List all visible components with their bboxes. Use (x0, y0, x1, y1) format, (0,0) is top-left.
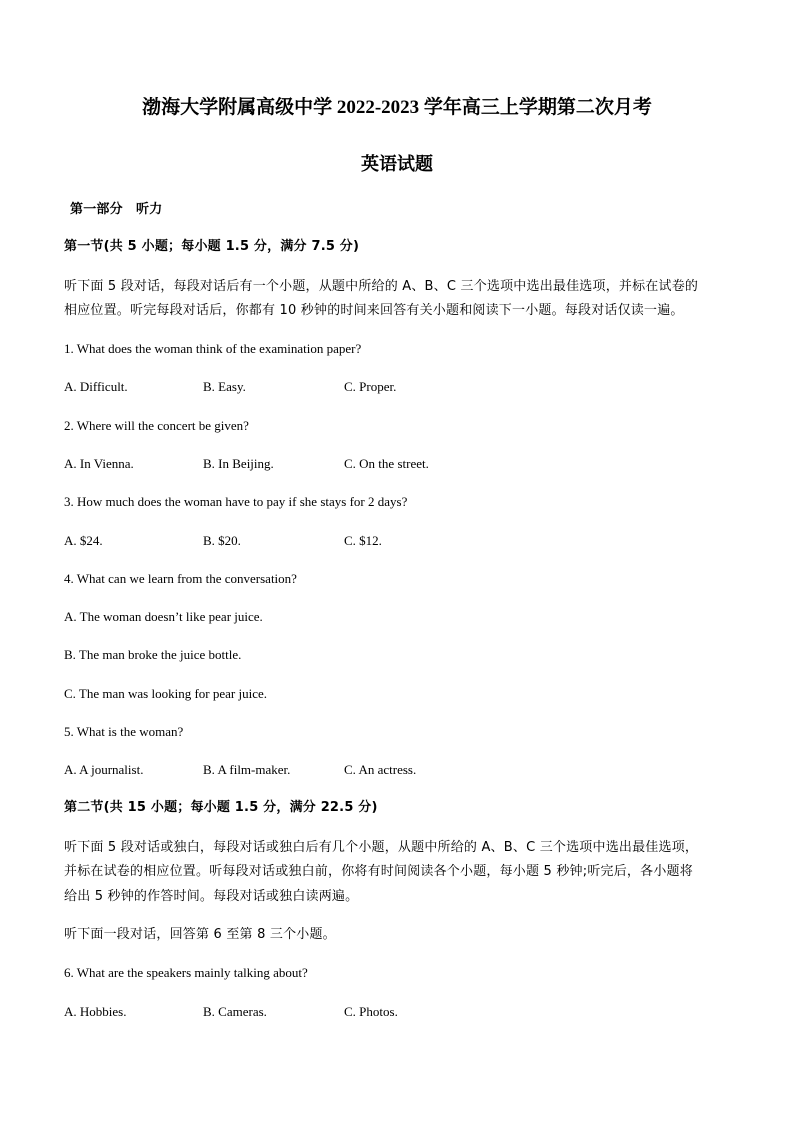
section-one-heading: 第一节(共 5 小题；每小题 1.5 分，满分 7.5 分) (64, 239, 360, 254)
section-two-instruction-line: 给出 5 秒钟的作答时间。每段对话或独白读两遍。 (64, 889, 359, 904)
passage-intro: 听下面一段对话，回答第 6 至第 8 三个小题。 (64, 927, 336, 942)
section-two-instruction-line: 并标在试卷的相应位置。听每段对话或独白前，你将有时间阅读各个小题，每小题 5 秒钟;听完后，各小题将 (64, 864, 693, 879)
question-stem: 3. How much does the woman have to pay if she stays for 2 days? (64, 494, 408, 509)
option-c: C. Proper. (344, 379, 397, 394)
exam-subtitle: 英语试题 (361, 154, 433, 174)
option-c: C. An actress. (344, 762, 417, 777)
section-two-heading: 第二节(共 15 小题；每小题 1.5 分，满分 22.5 分) (64, 800, 378, 815)
exam-title: 渤海大学附属高级中学 2022-2023 学年高三上学期第二次月考 (142, 97, 652, 118)
option-b: B. $20. (203, 533, 241, 548)
option-b: B. Cameras. (203, 1004, 267, 1019)
question-stem: 4. What can we learn from the conversation? (64, 571, 297, 586)
question-stem: 6. What are the speakers mainly talking about? (64, 965, 308, 980)
option-b: B. Easy. (203, 379, 246, 394)
question-stem: 1. What does the woman think of the examination paper? (64, 341, 362, 356)
section-one-instruction-line: 听下面 5 段对话，每段对话后有一个小题，从题中所给的 A、B、C 三个选项中选出最佳选项，并标在试卷的 (64, 279, 699, 294)
option-a: A. A journalist. (64, 762, 144, 777)
question-stem: 5. What is the woman? (64, 724, 184, 739)
part-one-heading: 第一部分 听力 (70, 202, 163, 217)
option-a: A. $24. (64, 533, 103, 548)
option-c: C. On the street. (344, 456, 429, 471)
option-c: C. Photos. (344, 1004, 398, 1019)
option-a: A. Difficult. (64, 379, 128, 394)
question-stem: 2. Where will the concert be given? (64, 418, 249, 433)
option-b: B. A film-maker. (203, 762, 291, 777)
option-c: C. $12. (344, 533, 382, 548)
option-b: B. The man broke the juice bottle. (64, 647, 242, 662)
option-a: A. The woman doesn’t like pear juice. (64, 609, 263, 624)
option-a: A. In Vienna. (64, 456, 134, 471)
section-one-instruction-line: 相应位置。听完每段对话后，你都有 10 秒钟的时间来回答有关小题和阅读下一小题。每段对话仅读一遍。 (64, 303, 684, 318)
section-two-instruction-line: 听下面 5 段对话或独白，每段对话或独白后有几个小题，从题中所给的 A、B、C 三个选项中选出最佳选项， (64, 840, 699, 855)
option-a: A. Hobbies. (64, 1004, 127, 1019)
option-c: C. The man was looking for pear juice. (64, 686, 268, 701)
option-b: B. In Beijing. (203, 456, 274, 471)
